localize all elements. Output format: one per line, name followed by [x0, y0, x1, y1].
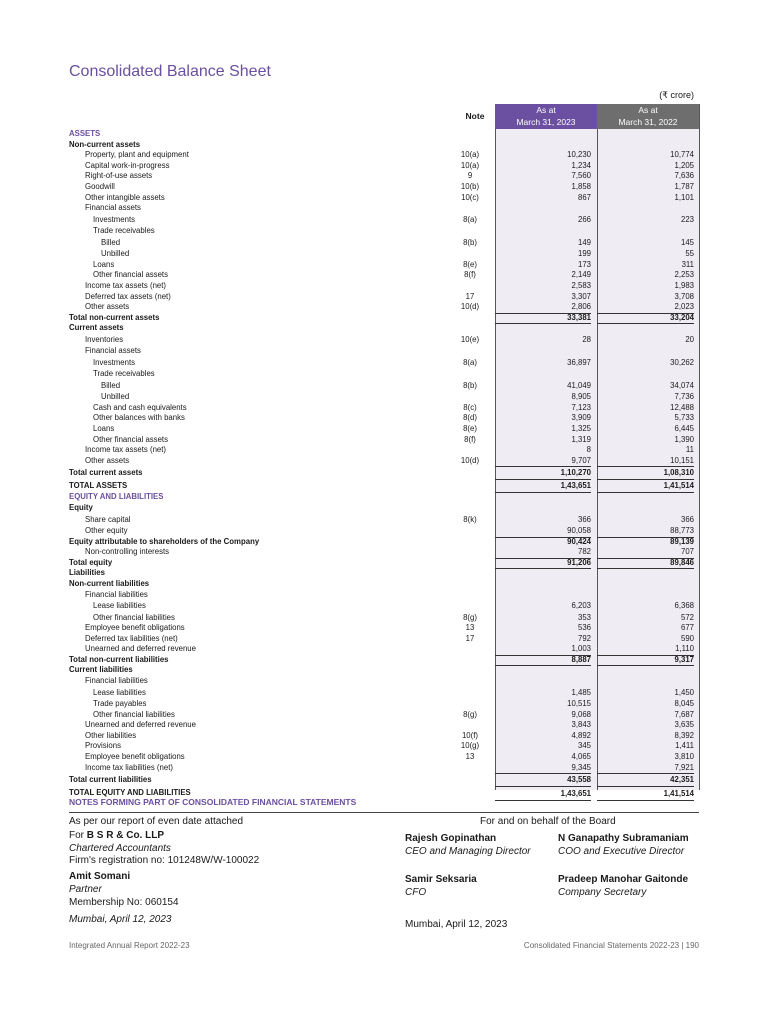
value-2022: 33,204: [597, 313, 694, 325]
value-2023: 536: [577, 623, 591, 633]
row-label: TOTAL ASSETS: [69, 481, 128, 491]
value-2022: 1,41,514: [597, 479, 694, 493]
partner-name: Amit Somani: [69, 871, 131, 883]
row-label: Other financial assets: [93, 270, 168, 280]
membership-number: Membership No: 060154: [69, 896, 179, 908]
value-2022: 366: [680, 514, 694, 524]
row-note: 17: [465, 291, 475, 301]
row-label: Total non-current assets: [69, 312, 160, 322]
firm-role: Chartered Accountants: [69, 842, 171, 854]
value-2023: 266: [577, 214, 591, 224]
column-header-2023-line1: As at: [536, 105, 556, 115]
value-2023: 1,003: [495, 644, 591, 656]
row-label: Other intangible assets: [85, 192, 165, 202]
table-row: [69, 435, 695, 446]
row-note: 10(c): [461, 192, 479, 202]
row-label: Total current assets: [69, 468, 143, 478]
row-label: Deferred tax liabilities (net): [85, 633, 178, 643]
value-2023: 3,307: [571, 291, 591, 301]
value-2023: 36,897: [567, 357, 591, 367]
table-row: [69, 731, 695, 742]
signatory-name: Rajesh Gopinathan: [405, 833, 497, 844]
value-2022: 5,733: [674, 413, 694, 423]
row-label: Trade receivables: [93, 226, 155, 236]
row-label: Cash and cash equivalents: [93, 402, 187, 412]
value-2023: 1,10,270: [495, 466, 591, 480]
value-2023: 1,485: [571, 687, 591, 697]
table-row: [69, 655, 695, 666]
value-2022: 1,101: [674, 192, 694, 202]
value-2022: 223: [680, 214, 694, 224]
table-row: [69, 676, 695, 687]
table-row: [69, 392, 695, 403]
value-2023: 9,707: [495, 456, 591, 468]
row-label: Other equity: [85, 525, 128, 535]
value-2022: 707: [597, 547, 694, 559]
table-row: [69, 302, 695, 313]
table-row: [69, 292, 695, 303]
currency-unit: (₹ crore): [659, 90, 694, 100]
auditor-block: [69, 816, 259, 926]
table-row: [69, 526, 695, 537]
table-row: [69, 346, 695, 357]
value-2023: 1,858: [571, 181, 591, 191]
row-note: 8(f): [464, 434, 476, 444]
row-label: Loans: [93, 424, 115, 434]
report-reference: As per our report of even date attached: [69, 816, 243, 827]
value-2023: 7,123: [571, 402, 591, 412]
value-2023: 4,892: [571, 730, 591, 740]
value-2022: 10,151: [597, 456, 694, 468]
value-2022: 20: [685, 334, 694, 344]
row-label: Total non-current liabilities: [69, 654, 169, 664]
row-note: 8(c): [463, 402, 477, 412]
column-header-2023-line2: March 31, 2023: [516, 116, 576, 127]
table-row: [69, 456, 695, 467]
table-row: [69, 579, 695, 590]
table-row: [69, 741, 695, 752]
value-2023: 2,806: [495, 302, 591, 314]
row-label: Income tax liabilities (net): [85, 762, 173, 772]
table-row: [69, 171, 695, 182]
column-header-2022: [597, 104, 699, 129]
row-label: Other financial liabilities: [93, 709, 175, 719]
table-row: [69, 249, 695, 260]
table-row: [69, 193, 695, 204]
row-label: Financial liabilities: [85, 676, 148, 686]
signatory-2: [558, 833, 689, 859]
row-label: Equity attributable to shareholders of the Company: [69, 536, 260, 546]
value-2022: 572: [680, 612, 694, 622]
board-heading: For and on behalf of the Board: [480, 816, 616, 827]
table-row: [69, 369, 695, 380]
row-note: 10(a): [460, 160, 480, 170]
table-row: [69, 763, 695, 774]
page-title: Consolidated Balance Sheet: [69, 63, 271, 80]
value-2022: 9,317: [597, 655, 694, 667]
value-2023: 792: [577, 633, 591, 643]
table-row: [69, 203, 695, 214]
value-2022: 11: [685, 445, 694, 455]
row-label: Other financial liabilities: [93, 612, 175, 622]
value-2022: 1,08,310: [597, 466, 694, 480]
value-2022: 8,392: [674, 730, 694, 740]
row-label: Liabilities: [69, 568, 105, 578]
table-row: [69, 590, 695, 601]
value-2023: 3,843: [571, 720, 591, 730]
footer-report-name: Integrated Annual Report 2022-23: [69, 941, 190, 950]
signatory-role: Company Secretary: [558, 886, 647, 898]
value-2022: 145: [680, 237, 694, 247]
table-row: [69, 537, 695, 548]
row-label: Other balances with banks: [93, 413, 185, 423]
column-header-2022-line2: March 31, 2022: [618, 116, 678, 127]
value-2022: 10,774: [670, 150, 694, 160]
row-label: Current assets: [69, 323, 124, 333]
table-row: [69, 479, 695, 492]
value-2022: 1,450: [674, 687, 694, 697]
value-2022: 2,023: [597, 302, 694, 314]
row-note: 10(a): [460, 150, 480, 160]
row-label: Total equity: [69, 557, 113, 567]
row-label: Investments: [93, 357, 136, 367]
signatory-role: CFO: [405, 886, 427, 898]
row-note: 8(e): [463, 424, 477, 434]
table-row: [69, 260, 695, 271]
value-2023: 43,558: [495, 773, 591, 787]
value-2022: 1,205: [674, 160, 694, 170]
table-row: [69, 720, 695, 731]
value-2023: 90,058: [495, 526, 591, 538]
table-row: [69, 334, 695, 346]
table-row: [69, 323, 695, 334]
value-2023: 10,230: [567, 150, 591, 160]
row-label: Unbilled: [101, 249, 130, 259]
value-2022: 590: [680, 633, 694, 643]
notes-heading: NOTES FORMING PART OF CONSOLIDATED FINANCIAL STATEMENTS: [69, 797, 357, 807]
value-2023: 41,049: [567, 380, 591, 390]
column-header-2023: [495, 104, 597, 129]
table-row: [69, 424, 695, 435]
value-2023: 90,424: [567, 536, 591, 546]
value-2022: 2,253: [674, 270, 694, 280]
value-2023: 9,345: [495, 763, 591, 775]
firm-line: [69, 830, 259, 843]
row-label: Non-controlling interests: [85, 547, 170, 557]
firm-prefix: For: [69, 829, 87, 841]
signatory-name: Pradeep Manohar Gaitonde: [558, 874, 689, 885]
signatory-1: [405, 833, 531, 859]
signatory-4: [558, 874, 688, 900]
value-2022: 7,636: [674, 171, 694, 181]
value-2022: 311: [681, 259, 694, 269]
table-row: [69, 773, 695, 786]
value-2023: 8,905: [571, 392, 591, 402]
firm-name: B S R & Co. LLP: [86, 829, 165, 841]
value-2022: 89,846: [597, 558, 694, 570]
table-row: [69, 665, 695, 676]
table-row: [69, 514, 695, 526]
table-row: [69, 313, 695, 324]
value-2023: 7,560: [571, 171, 591, 181]
row-label: Current liabilities: [69, 665, 133, 675]
row-label: Deferred tax assets (net): [85, 291, 171, 301]
value-2023: 173: [577, 259, 591, 269]
row-label: Investments: [93, 214, 136, 224]
column-divider: [699, 104, 700, 790]
table-row: [69, 380, 695, 392]
row-label: Other financial assets: [93, 434, 168, 444]
row-note: 8(a): [463, 214, 477, 224]
row-note: 8(a): [463, 357, 477, 367]
row-label: Financial liabilities: [85, 589, 148, 599]
row-label: TOTAL EQUITY AND LIABILITIES: [69, 788, 191, 798]
balance-sheet-table: [69, 129, 695, 799]
row-note: 13: [465, 623, 475, 633]
row-label: Financial assets: [85, 203, 141, 213]
signatory-name: Samir Seksaria: [405, 874, 477, 885]
value-2023: 366: [577, 514, 591, 524]
row-label: Trade receivables: [93, 369, 155, 379]
value-2023: 33,381: [495, 313, 591, 325]
row-note: 10(d): [460, 455, 480, 465]
row-label: Property, plant and equipment: [85, 150, 189, 160]
row-note: 8(e): [463, 259, 477, 269]
table-row: [69, 503, 695, 514]
row-label: Lease liabilities: [93, 601, 146, 611]
value-2023: 1,43,651: [495, 479, 591, 493]
value-2023: 28: [582, 334, 591, 344]
row-note: 8(k): [463, 514, 477, 524]
row-label: Billed: [101, 237, 121, 247]
row-label: ASSETS: [69, 129, 101, 138]
row-label: Provisions: [85, 741, 121, 751]
footer-page-info: Consolidated Financial Statements 2022-23 | 190: [523, 941, 699, 950]
value-2023: 4,065: [571, 752, 591, 762]
table-row: [69, 699, 695, 710]
signatory-role: COO and Executive Director: [558, 845, 685, 857]
table-row: [69, 129, 695, 140]
row-note: 17: [465, 633, 475, 643]
value-2022: 89,139: [670, 536, 694, 546]
table-row: [69, 558, 695, 569]
row-note: 13: [465, 752, 475, 762]
value-2022: 1,390: [674, 434, 694, 444]
value-2023: 91,206: [495, 558, 591, 570]
table-row: [69, 492, 695, 503]
table-row: [69, 613, 695, 624]
table-row: [69, 281, 695, 292]
row-note: 8(d): [463, 413, 477, 423]
table-row: [69, 710, 695, 721]
row-label: Employee benefit obligations: [85, 623, 185, 633]
value-2022: 1,41,514: [597, 786, 694, 801]
row-note: 10(d): [460, 302, 480, 312]
value-2023: 2,149: [571, 270, 591, 280]
value-2023: 1,234: [571, 160, 591, 170]
table-row: [69, 634, 695, 645]
value-2023: 867: [577, 192, 591, 202]
table-row: [69, 413, 695, 424]
table-row: [69, 270, 695, 281]
row-note: 9: [467, 171, 473, 181]
row-note: 8(g): [463, 709, 477, 719]
value-2023: 8: [586, 445, 591, 455]
value-2022: 8,045: [674, 699, 694, 709]
divider: [69, 812, 699, 813]
row-label: Right-of-use assets: [85, 171, 153, 181]
row-label: Equity: [69, 502, 93, 512]
table-row: [69, 214, 695, 226]
row-label: Financial assets: [85, 346, 141, 356]
value-2023: 10,515: [567, 699, 591, 709]
value-2023: 1,325: [571, 424, 591, 434]
table-row: [69, 403, 695, 414]
value-2023: 199: [577, 249, 591, 259]
value-2023: 782: [495, 547, 591, 559]
value-2022: 88,773: [597, 526, 694, 538]
value-2023: 6,203: [571, 601, 591, 611]
value-2023: 1,43,651: [495, 786, 591, 801]
table-row: [69, 687, 695, 699]
row-note: 8(g): [463, 612, 477, 622]
value-2022: 7,736: [674, 392, 694, 402]
value-2022: 1,110: [597, 644, 694, 656]
row-label: Goodwill: [85, 181, 115, 191]
value-2022: 677: [680, 623, 694, 633]
value-2022: 34,074: [670, 380, 694, 390]
row-label: Employee benefit obligations: [85, 752, 185, 762]
table-row: [69, 752, 695, 763]
value-2022: 12,488: [670, 402, 694, 412]
value-2023: 9,068: [571, 709, 591, 719]
table-row: [69, 237, 695, 249]
row-label: Capital work-in-progress: [85, 160, 170, 170]
row-label: Loans: [93, 259, 115, 269]
value-2022: 7,921: [597, 763, 694, 775]
table-row: [69, 445, 695, 456]
row-note: 8(f): [464, 270, 476, 280]
row-label: Income tax assets (net): [85, 280, 167, 290]
table-row: [69, 600, 695, 612]
value-2022: 3,810: [674, 752, 694, 762]
value-2022: 1,411: [675, 741, 694, 751]
value-2022: 7,687: [674, 709, 694, 719]
row-label: Non-current liabilities: [69, 578, 150, 588]
value-2023: 345: [577, 741, 591, 751]
row-label: Non-current assets: [69, 139, 141, 149]
partner-role: Partner: [69, 883, 102, 895]
value-2023: 149: [577, 237, 591, 247]
value-2023: 353: [577, 612, 591, 622]
table-row: [69, 140, 695, 151]
value-2023: 8,887: [495, 655, 591, 667]
row-label: Billed: [101, 380, 121, 390]
value-2022: 30,262: [670, 357, 694, 367]
signatory-role: CEO and Managing Director: [405, 845, 531, 857]
table-row: [69, 547, 695, 558]
row-label: Total current liabilities: [69, 775, 152, 785]
value-2022: 55: [685, 249, 694, 259]
note-column-header: Note: [465, 111, 485, 121]
row-label: Other assets: [85, 455, 130, 465]
row-note: 10(b): [460, 181, 480, 191]
table-row: [69, 644, 695, 655]
row-note: 8(b): [463, 237, 477, 247]
signatory-name: N Ganapathy Subramaniam: [558, 833, 689, 844]
table-row: [69, 568, 695, 579]
value-2022: 3,635: [674, 720, 694, 730]
row-note: 10(g): [460, 741, 480, 751]
row-label: Inventories: [85, 334, 124, 344]
firm-registration: Firm's registration no: 101248W/W-100022: [69, 855, 260, 867]
table-row: [69, 182, 695, 193]
table-row: [69, 150, 695, 161]
row-label: Unearned and deferred revenue: [85, 644, 196, 654]
value-2022: 3,708: [674, 291, 694, 301]
table-row: [69, 466, 695, 479]
row-label: Other assets: [85, 302, 130, 312]
row-label: Unearned and deferred revenue: [85, 720, 196, 730]
right-place-date: Mumbai, April 12, 2023: [405, 919, 508, 930]
value-2022: 42,351: [597, 773, 694, 787]
value-2022: 6,368: [674, 601, 694, 611]
table-row: [69, 623, 695, 634]
column-header-2022-line1: As at: [638, 105, 658, 115]
row-note: 10(e): [460, 334, 480, 344]
table-row: [69, 357, 695, 369]
row-label: Lease liabilities: [93, 687, 146, 697]
value-2022: 1,983: [674, 280, 694, 290]
value-2022: 1,787: [674, 181, 694, 191]
row-label: Income tax assets (net): [85, 445, 167, 455]
row-label: Unbilled: [101, 392, 130, 402]
value-2023: 2,583: [571, 280, 591, 290]
row-note: 10(f): [461, 730, 479, 740]
row-label: Other liabilities: [85, 730, 137, 740]
value-2022: 6,445: [674, 424, 694, 434]
signatory-3: [405, 874, 477, 900]
row-label: Share capital: [85, 514, 131, 524]
value-2023: 3,909: [571, 413, 591, 423]
table-row: [69, 226, 695, 237]
row-label: EQUITY AND LIABILITIES: [69, 492, 164, 502]
row-label: Trade payables: [93, 699, 147, 709]
table-row: [69, 161, 695, 172]
left-place-date: Mumbai, April 12, 2023: [69, 913, 172, 925]
value-2023: 1,319: [571, 434, 591, 444]
row-note: 8(b): [463, 380, 477, 390]
